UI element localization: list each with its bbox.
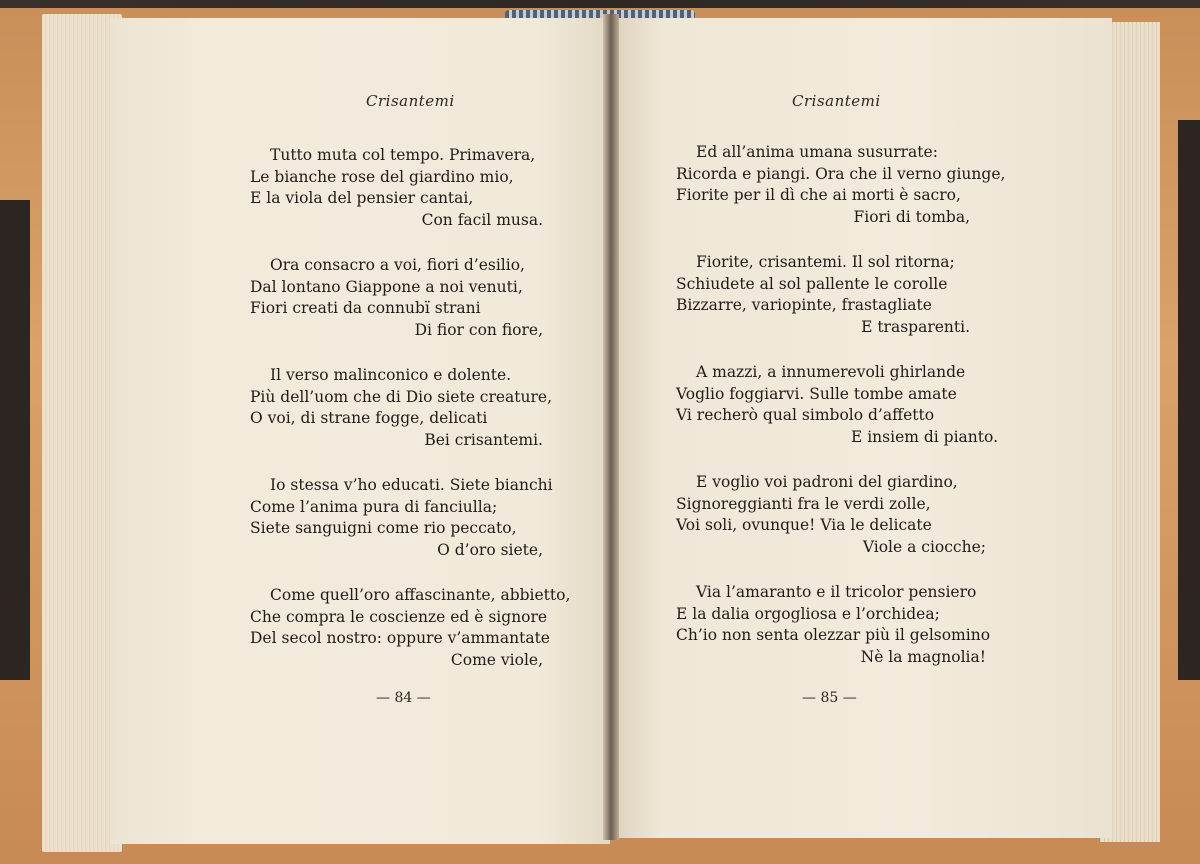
- verse-line: O voi, di strane fogge, delicati: [250, 409, 488, 427]
- verse-line: O d’oro siete,: [437, 540, 543, 559]
- verse-line: Le bianche rose del giardino mio,: [250, 167, 514, 186]
- verse-line: Schiudete al sol pallente le corolle: [676, 274, 948, 293]
- stanza: [250, 145, 543, 231]
- stanza: [250, 365, 553, 451]
- verse-line: E la viola del pensier cantai,: [250, 189, 474, 207]
- verse-line: Tutto muta col tempo. Primavera,: [270, 146, 536, 164]
- stanza: [676, 362, 998, 448]
- verse-line: Viole a ciocche;: [862, 537, 986, 556]
- stanza: [676, 582, 998, 668]
- verse-line: Che compra le coscienze ed è signore: [250, 607, 548, 626]
- stanza: [676, 472, 998, 558]
- verse-line: E voglio voi padroni del giardino,: [696, 473, 958, 491]
- verse-line: Ch’io non senta olezzar più il gelsomino: [676, 626, 991, 644]
- running-head-right: Crisantemi: [792, 92, 881, 110]
- verse-line: Io stessa v’ho educati. Siete bianchi: [270, 476, 553, 494]
- verse-line: Del secol nostro: oppure v’ammantate: [250, 629, 550, 647]
- verse-line: Via l’amaranto e il tricolor pensiero: [696, 583, 977, 601]
- verse-line: Con facil musa.: [421, 210, 543, 229]
- stanza: [676, 142, 1006, 228]
- stanza: [250, 255, 543, 341]
- page-number-right: — 85 —: [802, 690, 857, 706]
- cover-corner-right: [1178, 120, 1200, 680]
- verse-line: Il verso malinconico e dolente.: [270, 366, 512, 384]
- verse-line: Ed all’anima umana susurrate:: [696, 143, 938, 161]
- right-page: [612, 18, 1112, 838]
- verse-line: A mazzi, a innumerevoli ghirlande: [696, 363, 966, 381]
- verse-line: Vi recherò qual simbolo d’affetto: [676, 406, 935, 424]
- verse-line: Bei crisantemi.: [424, 430, 543, 449]
- verse-line: Bizzarre, variopinte, frastagliate: [676, 296, 932, 314]
- verse-line: Ricorda e piangi. Ora che il verno giunge,: [676, 164, 1006, 183]
- verse-line: Come quell’oro affascinante, abbietto,: [270, 586, 571, 604]
- verse-line: Signoreggianti fra le verdi zolle,: [676, 494, 931, 513]
- verse-line: Nè la magnolia!: [860, 647, 986, 666]
- verse-line: E trasparenti.: [861, 317, 970, 336]
- verse-line: Ora consacro a voi, fiori d’esilio,: [270, 256, 525, 274]
- stanza: [676, 252, 998, 338]
- verse-line: Siete sanguigni come rio peccato,: [250, 519, 517, 537]
- verse-line: Fiori creati da connubï strani: [250, 299, 481, 317]
- stanza: [250, 585, 571, 671]
- verse-line: Più dell’uom che di Dio siete creature,: [250, 387, 553, 406]
- cover-corner-left: [0, 200, 30, 680]
- verse-line: Fiorite per il dì che ai morti è sacro,: [676, 186, 961, 204]
- left-page: [110, 18, 610, 844]
- verse-line: Come l’anima pura di fanciulla;: [250, 497, 498, 516]
- verse-line: Dal lontano Giappone a noi venuti,: [250, 277, 523, 296]
- verse-line: E insiem di pianto.: [850, 427, 998, 446]
- verse-line: Fiorite, crisantemi. Il sol ritorna;: [696, 253, 955, 271]
- book-gutter: [603, 14, 619, 840]
- verse-line: E la dalia orgogliosa e l’orchidea;: [676, 604, 940, 623]
- verse-line: Voi soli, ovunque! Via le delicate: [676, 516, 932, 534]
- stanza: [250, 475, 553, 561]
- page-number-left: — 84 —: [376, 690, 431, 706]
- running-head-left: Crisantemi: [366, 92, 455, 110]
- verse-line: Come viole,: [450, 650, 543, 669]
- verse-line: Voglio foggiarvi. Sulle tombe amate: [676, 384, 957, 403]
- verse-line: Fiori di tomba,: [853, 207, 970, 226]
- verse-line: Di fior con fiore,: [414, 320, 543, 339]
